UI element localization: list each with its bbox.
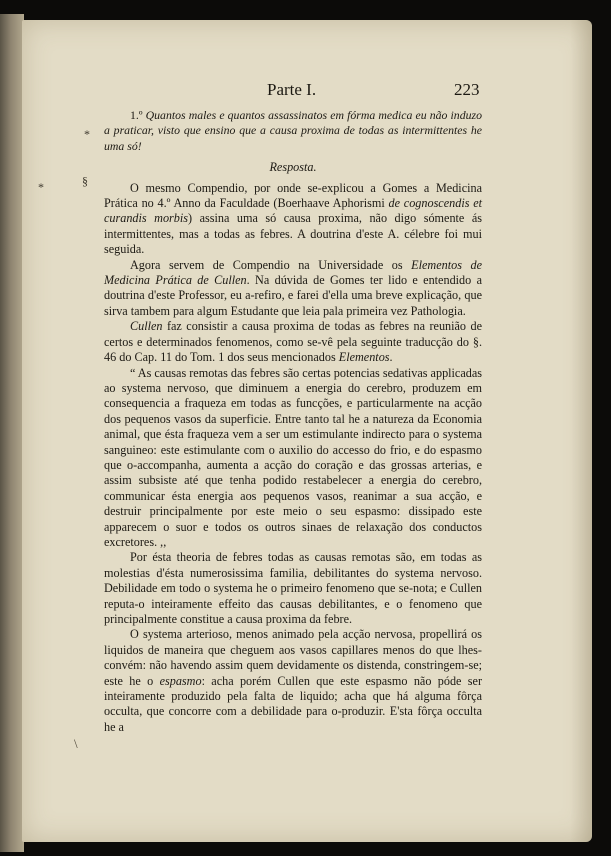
- paragraph-p4: [104, 366, 482, 551]
- question-paragraph: [104, 108, 482, 154]
- text-run: Por ésta theoria de febres todas as causas remotas são, em todas as molestias d'ésta numerosissima familia, debilitantes do systema nervoso. Debilidade em todo o systema he o primeiro fenomeno que se-nota; e Cullen reputa-o inteiramente effeito das causas debilitantes, e o fenomeno que principalmente constitue a causa proxima da febre.: [104, 550, 482, 626]
- question-text: Quantos males e quantos assassinatos em fórma medica eu não induzo a praticar, visto que ensino que a causa proxima de todas as intermittentes he uma só!: [104, 108, 482, 153]
- margin-mark: \: [74, 736, 78, 751]
- text-run: O mesmo Compendio, por onde se-explicou a Gomes a Medicina Prática no 4.º Anno da Faculdade (Boerhaave Aphorismi: [104, 180, 482, 211]
- running-title: Parte I.: [267, 80, 317, 99]
- body-text: [104, 108, 482, 735]
- paragraph-p2: [104, 258, 482, 320]
- text-run: ) assina uma só causa proxima, não digo sómente ás intermittentes, mas a todas as febres. A doutrina d'este A. célebre foi mui seguida.: [104, 211, 482, 257]
- text-run: .: [389, 350, 393, 365]
- binding-gutter: [0, 14, 24, 852]
- question-number: 1.º: [130, 108, 143, 122]
- margin-mark: *: [84, 127, 90, 141]
- paragraphs: [104, 181, 482, 736]
- section-heading: Resposta.: [269, 160, 317, 175]
- margin-mark: *: [38, 180, 44, 194]
- italic-text: Elementos de Medicina Prática de Cullen: [104, 257, 482, 288]
- italic-text: Elementos: [338, 350, 390, 365]
- paragraph-p1: [104, 181, 482, 258]
- text-run: faz consistir a causa proxima de todas as febres na reunião de certos e determinados fenomenos, como se-vê pela seguinte traducção do §. 46 do Cap. 11 do Tom. 1 dos seus mencionados: [104, 319, 482, 365]
- text-run: Agora servem de Compendio na Universidade os: [130, 257, 412, 272]
- text-run: : acha porém Cullen que este espasmo não póde ser inteiramente produzido pela falta de liquido; acha que há alguma fôrça occulta, que concorre com a debilidade para o-produzir. E'sta fôrça occulta he a: [104, 673, 483, 734]
- text-run: . Na dúvida de Gomes ter lido e entendido a doutrina d'este Professor, eu a-refiro, e farei d'ella uma breve explicação, que sirva tambem para algum Estudante que leia pala primeira vez Pathologia.: [104, 273, 482, 318]
- page-header: [22, 80, 592, 104]
- italic-text: espasmo: [159, 673, 202, 688]
- margin-mark: §: [82, 174, 88, 188]
- text-run: O systema arterioso, menos animado pela acção nervosa, propellirá os liquidos de maneira que cheguem aos vasos capillares menos do que lhes-convém: não havendo assim quem devidamente os distenda, constringem-se; este he o: [104, 627, 482, 688]
- paragraph-p6: [104, 627, 482, 735]
- italic-text: Cullen: [130, 319, 163, 334]
- paragraph-p3: [104, 319, 482, 365]
- paragraph-p5: [104, 550, 482, 627]
- italic-text: de cognoscendis et curandis morbis: [104, 196, 482, 226]
- book-page: [22, 20, 592, 842]
- text-run: “ As causas remotas das febres são certas potencias sedativas applicadas ao systema nervoso, que diminuem a energia do cerebro, produzem em consequencia a fraqueza em todas as funcções, e particularmente na acção dos pequenos vasos da superficie. Entre tanto tal he a natureza da Economia animal, que ésta fraqueza vem a ser um estimulante indirecto para o systema sanguineo: este estimulante com o auxilio do accesso do frio, e do espasmo que o-accompanha, aumenta a acção do coração e das grossas arterias, e assim subsiste até que tenha podido restabelecer a energia do cerebro, communicar ésta energia aos pequenos vasos, reanimar a sua acção, e destruir principalmente por este meio o seu espasmo: dissipado este apparecem o suor e todos os outros sinaes de relaxação dos conductos excretores. ,,: [104, 365, 482, 549]
- page-number: 223: [454, 80, 480, 99]
